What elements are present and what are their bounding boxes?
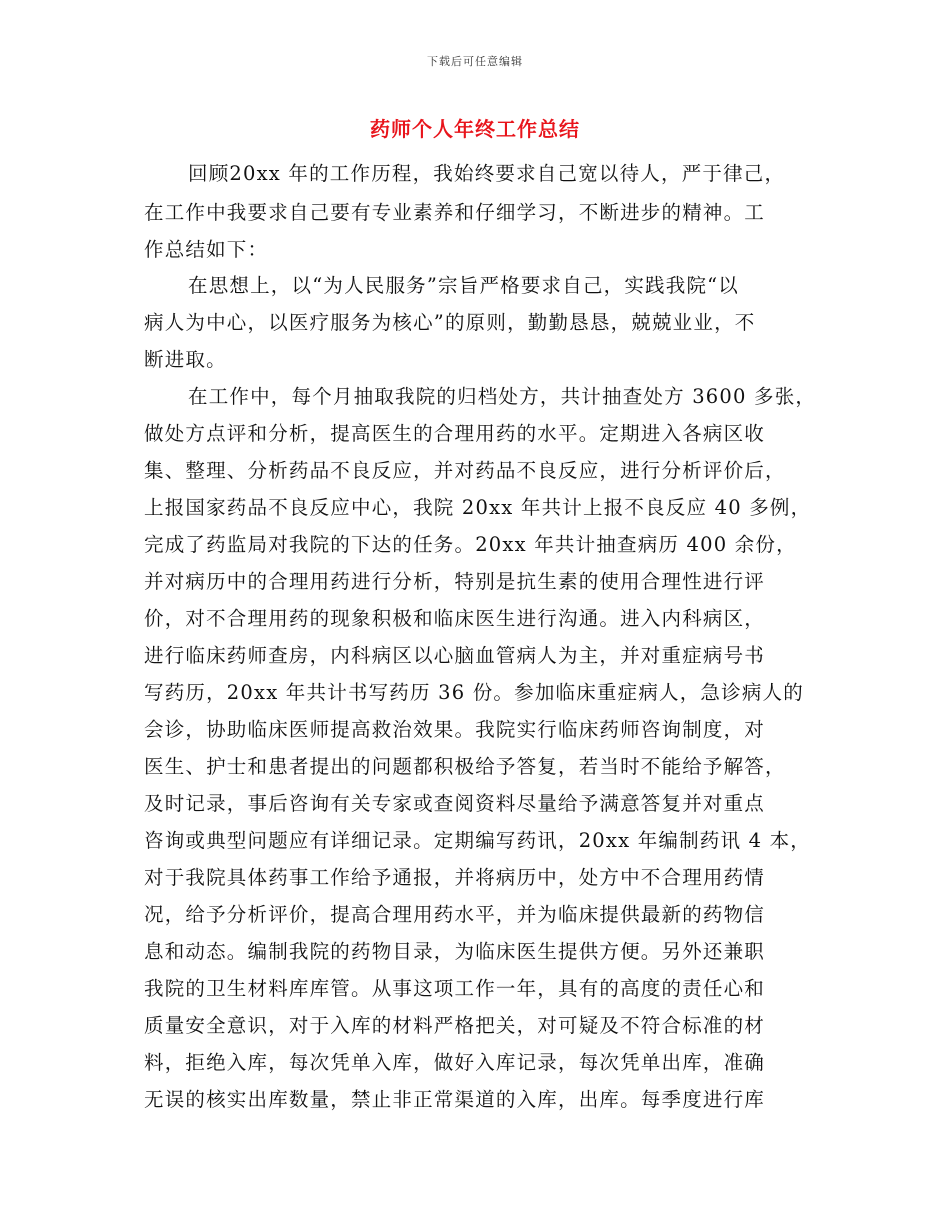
header-note: 下载后可任意编辑 bbox=[427, 55, 523, 68]
paragraph-line: 回顾20xx 年的工作历程，我始终要求自己宽以待人，严于律己， bbox=[188, 162, 786, 185]
paragraph-line: 写药历，20xx 年共计书写药历 36 份。参加临床重症病人，急诊病人的 bbox=[144, 681, 804, 704]
paragraph-line: 会诊，协助临床医师提高救治效果。我院实行临床药师咨询制度，对 bbox=[144, 718, 766, 741]
paragraph-line: 在思想上，以“为人民服务”宗旨严格要求自己，实践我院“以 bbox=[188, 274, 740, 297]
paragraph-line: 集、整理、分析药品不良反应，并对药品不良反应，进行分析评价后， bbox=[144, 459, 786, 482]
paragraph-line: 价，对不合理用药的现象积极和临床医生进行沟通。进入内科病区， bbox=[144, 607, 766, 630]
paragraph-line: 在工作中我要求自己要有专业素养和仔细学习，不断进步的精神。工 bbox=[144, 201, 766, 224]
paragraph-line: 息和动态。编制我院的药物目录，为临床医生提供方便。另外还兼职 bbox=[144, 940, 766, 963]
paragraph-line: 在工作中，每个月抽取我院的归档处方，共计抽查处方 3600 多张， bbox=[188, 385, 817, 408]
paragraph-line: 作总结如下： bbox=[144, 238, 269, 261]
paragraph-line: 病人为中心，以医疗服务为核心”的原则，勤勤恳恳，兢兢业业，不 bbox=[144, 311, 756, 334]
paragraph-line: 断进取。 bbox=[144, 348, 227, 371]
paragraph-line: 质量安全意识，对于入库的材料严格把关，对可疑及不符合标准的材 bbox=[144, 1014, 766, 1037]
paragraph-line: 并对病历中的合理用药进行分析，特别是抗生素的使用合理性进行评 bbox=[144, 570, 766, 593]
paragraph-line: 医生、护士和患者提出的问题都积极给予答复，若当时不能给予解答， bbox=[144, 755, 786, 778]
paragraph-line: 进行临床药师查房，内科病区以心脑血管病人为主，并对重症病号书 bbox=[144, 644, 766, 667]
paragraph-line: 做处方点评和分析，提高医生的合理用药的水平。定期进入各病区收 bbox=[144, 422, 766, 445]
paragraph-line: 况，给予分析评价，提高合理用药水平，并为临床提供最新的药物信 bbox=[144, 903, 766, 926]
paragraph-line: 对于我院具体药事工作给予通报，并将病历中，处方中不合理用药情 bbox=[144, 866, 766, 889]
paragraph-line: 上报国家药品不良反应中心，我院 20xx 年共计上报不良反应 40 多例， bbox=[144, 496, 812, 519]
paragraph-line: 咨询或典型问题应有详细记录。定期编写药讯，20xx 年编制药讯 4 本， bbox=[144, 829, 812, 852]
paragraph-line: 及时记录，事后咨询有关专家或查阅资料尽量给予满意答复并对重点 bbox=[144, 792, 766, 815]
paragraph-line: 完成了药监局对我院的下达的任务。20xx 年共计抽查病历 400 余份， bbox=[144, 533, 797, 556]
paragraph-line: 料，拒绝入库，每次凭单入库，做好入库记录，每次凭单出库，准确 bbox=[144, 1051, 766, 1074]
paragraph-line: 我院的卫生材料库库管。从事这项工作一年，具有的高度的责任心和 bbox=[144, 977, 766, 1000]
document-title: 药师个人年终工作总结 bbox=[370, 117, 580, 141]
paragraph-line: 无误的核实出库数量，禁止非正常渠道的入库，出库。每季度进行库 bbox=[144, 1088, 766, 1111]
